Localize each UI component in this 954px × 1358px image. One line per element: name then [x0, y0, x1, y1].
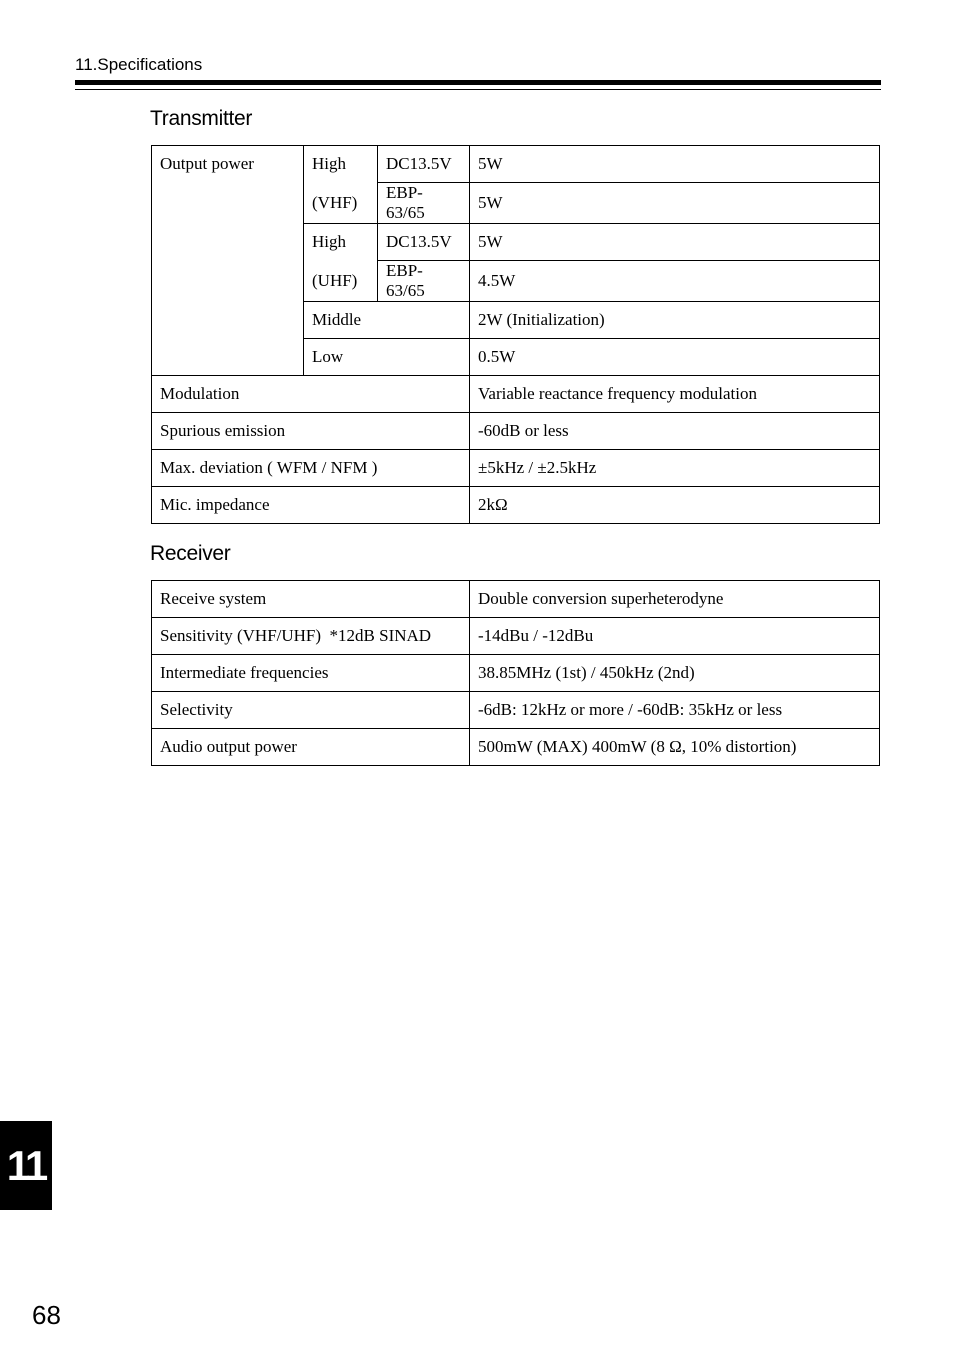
spec-value: 38.85MHz (1st) / 450kHz (2nd) — [470, 655, 880, 692]
table-row — [152, 581, 880, 618]
power-source: EBP-63/65 — [378, 183, 470, 224]
spec-value: -6dB: 12kHz or more / -60dB: 35kHz or less — [470, 692, 880, 729]
power-value: 5W — [470, 224, 880, 261]
table-row — [152, 618, 880, 655]
band-label: (UHF) — [304, 261, 378, 302]
spec-value: Variable reactance frequency modulation — [470, 376, 880, 413]
power-value: 5W — [470, 183, 880, 224]
chapter-tab: 11 — [0, 1121, 52, 1210]
spec-label: Intermediate frequencies — [152, 655, 470, 692]
header-rule-thick — [75, 80, 881, 85]
spec-value: 2kΩ — [470, 487, 880, 524]
transmitter-table — [151, 145, 880, 524]
power-value: 0.5W — [470, 339, 880, 376]
spec-value: -60dB or less — [470, 413, 880, 450]
spec-value: 500mW (MAX) 400mW (8 Ω, 10% distortion) — [470, 729, 880, 766]
receiver-title: Receiver — [150, 542, 231, 565]
table-row — [152, 376, 880, 413]
spec-label: Max. deviation ( WFM / NFM ) — [152, 450, 470, 487]
spec-label: Mic. impedance — [152, 487, 470, 524]
power-source: DC13.5V — [378, 146, 470, 183]
spec-label: Modulation — [152, 376, 470, 413]
running-header: 11.Specifications — [75, 55, 203, 74]
spec-value: ±5kHz / ±2.5kHz — [470, 450, 880, 487]
power-level-label: Middle — [304, 302, 470, 339]
output-power-label: Output power — [152, 146, 304, 376]
table-row — [152, 146, 880, 183]
power-source: DC13.5V — [378, 224, 470, 261]
table-row — [152, 692, 880, 729]
spec-label: Audio output power — [152, 729, 470, 766]
table-row — [152, 450, 880, 487]
spec-label: Sensitivity (VHF/UHF) *12dB SINAD — [152, 618, 470, 655]
page-number: 68 — [32, 1300, 61, 1330]
power-source: EBP-63/65 — [378, 261, 470, 302]
spec-label: Spurious emission — [152, 413, 470, 450]
spec-label: Receive system — [152, 581, 470, 618]
header-rule-thin — [75, 89, 881, 90]
spec-value: Double conversion superheterodyne — [470, 581, 880, 618]
band-label: High — [304, 224, 378, 261]
power-value: 5W — [470, 146, 880, 183]
table-row — [152, 487, 880, 524]
spec-label: Selectivity — [152, 692, 470, 729]
transmitter-title: Transmitter — [150, 107, 253, 130]
band-label: (VHF) — [304, 183, 378, 224]
table-row — [152, 655, 880, 692]
table-row — [152, 729, 880, 766]
receiver-table — [151, 580, 880, 766]
power-level-label: Low — [304, 339, 470, 376]
table-row — [152, 413, 880, 450]
power-value: 2W (Initialization) — [470, 302, 880, 339]
spec-value: -14dBu / -12dBu — [470, 618, 880, 655]
power-value: 4.5W — [470, 261, 880, 302]
band-label: High — [304, 146, 378, 183]
